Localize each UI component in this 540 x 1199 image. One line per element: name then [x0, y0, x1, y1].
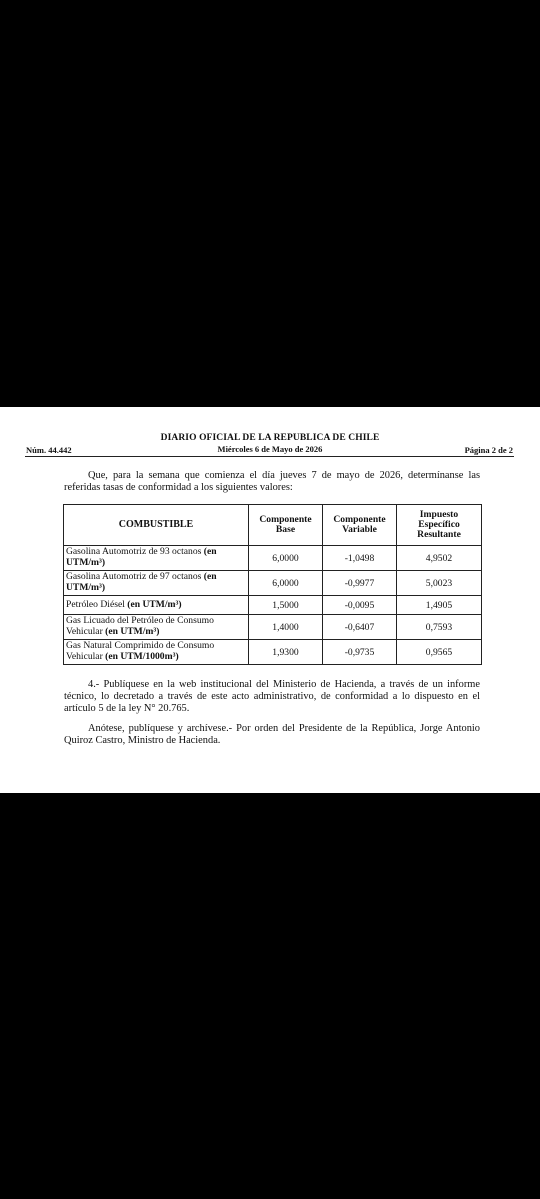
fuel-name-cell [64, 640, 249, 665]
table-row [64, 640, 482, 665]
column-header-combustible: COMBUSTIBLE [64, 505, 249, 546]
base-value: 6,0000 [249, 571, 323, 596]
variable-value: -0,9977 [323, 571, 397, 596]
table-row [64, 546, 482, 571]
table-row [64, 615, 482, 640]
fuel-unit: (en UTM/1000m³) [105, 651, 179, 662]
page-indicator: Página 2 de 2 [464, 445, 513, 455]
closing-paragraph: Anótese, publíquese y archívese.- Por orden del Presidente de la República, Jorge Antonio Quiroz Castro, Ministro de Hacienda. [64, 723, 480, 747]
fuel-name-cell [64, 596, 249, 615]
fuel-unit: (en UTM/m³) [127, 598, 182, 610]
variable-value: -0,9735 [323, 640, 397, 665]
gazette-title: DIARIO OFICIAL DE LA REPUBLICA DE CHILE [160, 433, 380, 443]
table-header-row [64, 505, 482, 546]
header-divider [25, 456, 514, 457]
resultante-value: 1,4905 [397, 596, 482, 615]
column-header-variable: Componente Variable [323, 505, 397, 546]
base-value: 1,4000 [249, 615, 323, 640]
intro-paragraph: Que, para la semana que comienza el día jueves 7 de mayo de 2026, determínanse las referidas tasas de conformidad a los siguientes valores: [64, 470, 480, 494]
fuel-tax-table [63, 504, 482, 665]
fuel-name: Petróleo Diésel [66, 598, 125, 610]
variable-value: -0,6407 [323, 615, 397, 640]
document-page [0, 407, 540, 793]
resultante-value: 5,0023 [397, 571, 482, 596]
base-value: 6,0000 [249, 546, 323, 571]
fuel-name-cell [64, 546, 249, 571]
fuel-name-cell [64, 615, 249, 640]
table-row [64, 596, 482, 615]
fuel-name: Gas Natural Comprimido de Consumo Vehicular [66, 640, 215, 662]
column-header-base: Componente Base [249, 505, 323, 546]
variable-value: -1,0498 [323, 546, 397, 571]
table-row [64, 571, 482, 596]
fuel-unit: (en UTM/m³) [66, 571, 217, 593]
issue-date: Miércoles 6 de Mayo de 2026 [217, 444, 323, 454]
fuel-name: Gasolina Automotriz de 93 octanos [66, 546, 202, 558]
fuel-unit: (en UTM/m³) [66, 546, 217, 568]
fuel-name: Gas Licuado del Petróleo de Consumo Vehicular [66, 615, 214, 637]
fuel-name: Gasolina Automotriz de 97 octanos [66, 571, 202, 583]
resultante-value: 0,7593 [397, 615, 482, 640]
issue-number: Núm. 44.442 [26, 445, 72, 455]
variable-value: -0,0095 [323, 596, 397, 615]
publication-paragraph: 4.- Publíquese en la web institucional del Ministerio de Hacienda, a través de un informe técnico, lo decretado a través de este acto administrativo, de conformidad a lo dispuesto en el artículo 5 de la ley N° 20.765. [64, 679, 480, 715]
resultante-value: 0,9565 [397, 640, 482, 665]
resultante-value: 4,9502 [397, 546, 482, 571]
base-value: 1,9300 [249, 640, 323, 665]
fuel-unit: (en UTM/m³) [105, 626, 160, 637]
fuel-name-cell [64, 571, 249, 596]
base-value: 1,5000 [249, 596, 323, 615]
column-header-resultante: Impuesto Específico Resultante [397, 505, 482, 546]
